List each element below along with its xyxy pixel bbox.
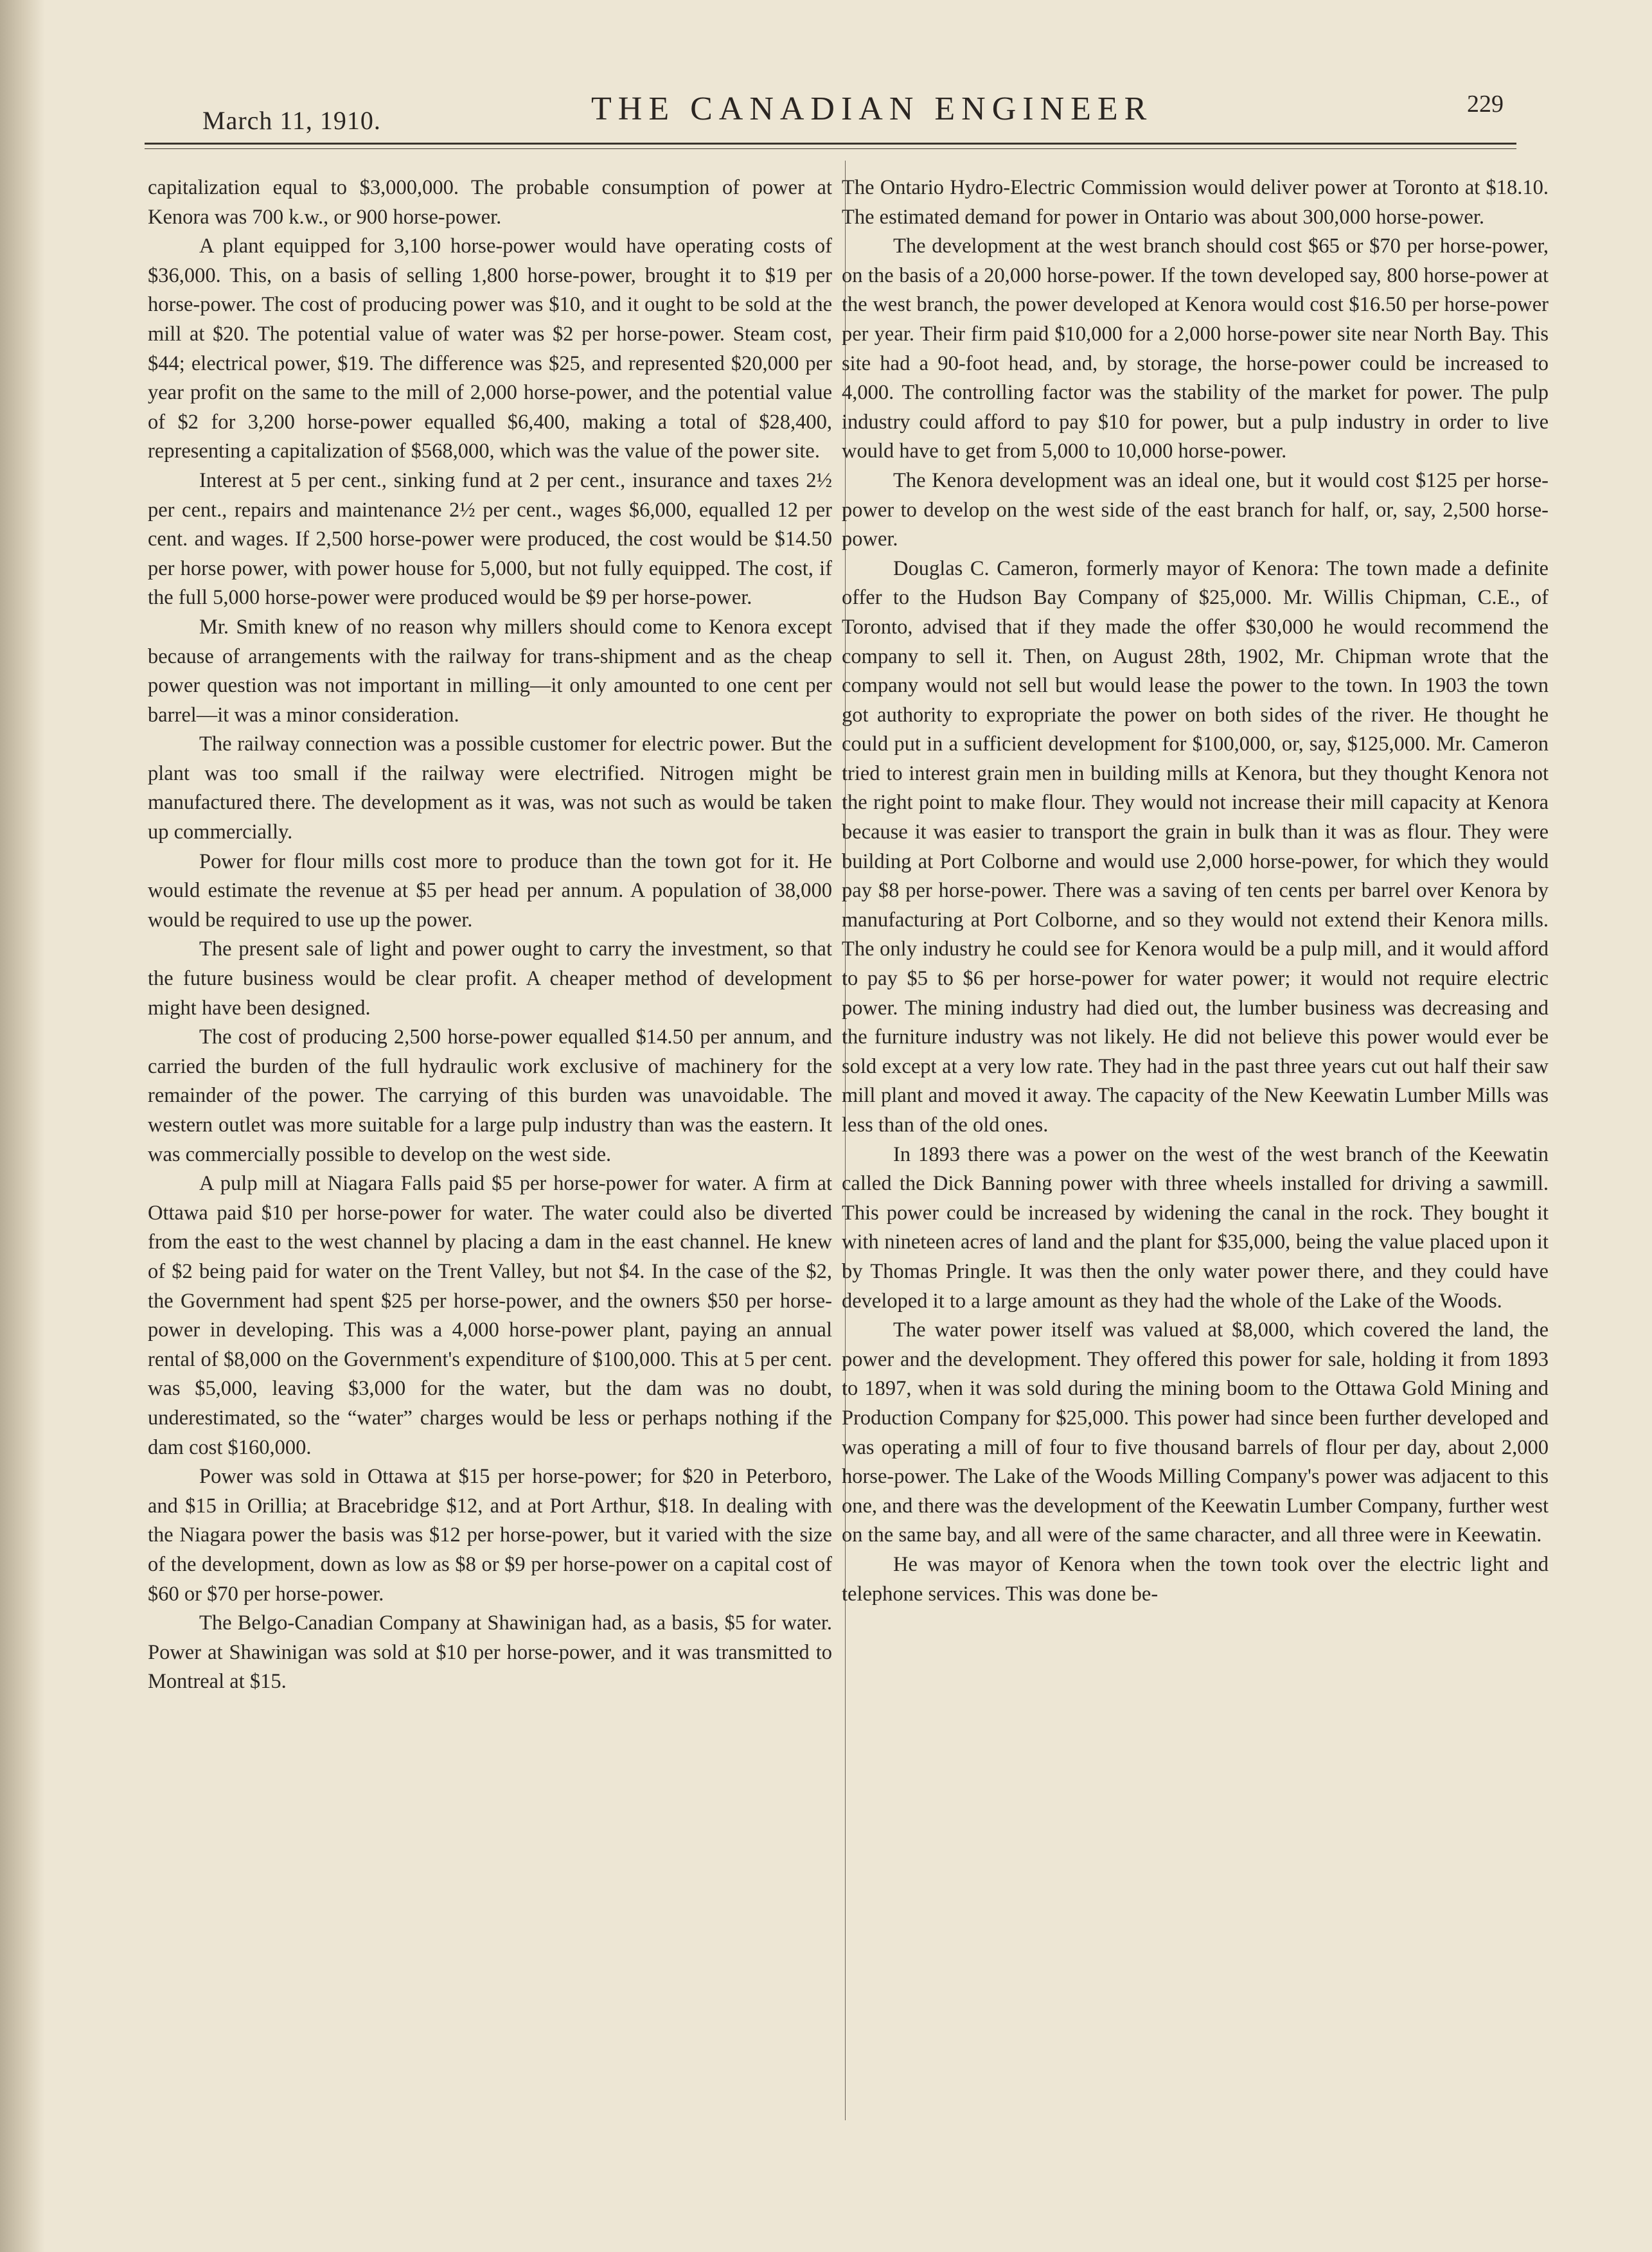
paragraph: The Belgo-Canadian Company at Shawinigan had, as a basis, $5 for water. Power at Shawinigan was sold at $10 per horse-power, and it was transmitted to Montreal at $15. bbox=[148, 1611, 832, 1694]
paragraph: A plant equipped for 3,100 horse-power would have operating costs of $36,000. This, on a basis of selling 1,800 horse-power, brought it to $19 per horse-power. The cost of producing power was $10, and it ought to be sold at the mill at $20. The potential value of water was $2 per horse-power. Steam cost, $44; electrical power, $19. The difference was $25, and represented $20,000 per year profit on the same to the mill of 2,000 horse-power, and the potential value of $2 for 3,200 horse-power equalled $6,400, making a total of $28,400, representing a capitalization of $568,000, which was the value of the power site. bbox=[148, 235, 832, 463]
right-column bbox=[842, 173, 1549, 1609]
header-rule-thick bbox=[145, 143, 1516, 145]
paragraph: A pulp mill at Niagara Falls paid $5 per horse-power for water. A firm at Ottawa paid $10 per horse-power for water. The water could also be diverted from the east to the west channel by placing a dam in the east channel. He knew of $2 being paid for water on the Trent Valley, but not $4. In the case of the $2, the Government had spent $25 per horse-power, and the owners $50 per horse-power in developing. This was a 4,000 horse-power plant, paying an annual rental of $8,000 on the Government's expenditure of $100,000. This at 5 per cent. was $5,000, leaving $3,000 for the water, but the dam was no doubt, underestimated, so the “water” charges would be less or perhaps nothing if the dam cost $160,000. bbox=[148, 1172, 832, 1459]
issue-date: March 11, 1910. bbox=[202, 106, 381, 135]
page-number: 229 bbox=[1467, 91, 1504, 118]
journal-title: THE CANADIAN ENGINEER bbox=[591, 91, 1153, 127]
paragraph: Power for flour mills cost more to produce than the town got for it. He would estimate the revenue at $5 per head per annum. A population of 38,000 would be required to use up the power. bbox=[148, 849, 832, 932]
paragraph: The Kenora development was an ideal one, but it would cost $125 per horse-power to develop on the west side of the east branch for half, or, say, 2,500 horse-power. bbox=[842, 468, 1549, 551]
page-header bbox=[141, 90, 1504, 148]
paragraph: The Ontario Hydro-Electric Commission would deliver power at Toronto at $18.10. The estimated demand for power in Ontario was about 300,000 horse-power. bbox=[842, 176, 1549, 229]
paragraph: Mr. Smith knew of no reason why millers should come to Kenora except because of arrangements with the railway for trans-shipment and as the cheap power question was not important in milling—it only amounted to one cent per barrel—it was a minor consideration. bbox=[148, 615, 832, 727]
paragraph: The cost of producing 2,500 horse-power equalled $14.50 per annum, and carried the burden of the full hydraulic work exclusive of machinery for the remainder of the power. The carrying of this burden was unavoidable. The western outlet was more suitable for a large pulp industry than was the eastern. It was commercially possible to develop on the west side. bbox=[148, 1025, 832, 1166]
left-column bbox=[148, 173, 832, 1697]
paragraph: In 1893 there was a power on the west of the west branch of the Keewatin called the Dick Banning power with three wheels installed for driving a sawmill. This power could be increased by widening the canal in the rock. They bought it with nineteen acres of land and the plant for $35,000, being the value placed upon it by Thomas Pringle. It was then the only water power there, and they could have developed it to a large amount as they had the whole of the Lake of the Woods. bbox=[842, 1142, 1549, 1313]
header-rule-thin bbox=[145, 148, 1516, 149]
paragraph: Power was sold in Ottawa at $15 per horse-power; for $20 in Peterboro, and $15 in Orillia; at Bracebridge $12, and at Port Arthur, $18. In dealing with the Niagara power the basis was $12 per horse-power, but it varied with the size of the development, down as low as $8 or $9 per horse-power on a capital cost of $60 or $70 per horse-power. bbox=[148, 1465, 832, 1606]
paragraph: The present sale of light and power ought to carry the investment, so that the future business would be clear profit. A cheaper method of development might have been designed. bbox=[148, 937, 832, 1020]
page-binding-shadow bbox=[0, 0, 45, 2252]
paragraph: Douglas C. Cameron, formerly mayor of Kenora: The town made a definite offer to the Hudson Bay Company of $25,000. Mr. Willis Chipman, C.E., of Toronto, advised that if they made the offer $30,000 he would recommend the company to sell it. Then, on August 28th, 1902, Mr. Chipman wrote that the company would not sell but would lease the power to the town. In 1903 the town got authority to expropriate the power on both sides of the river. He thought he could put in a sufficient development for $100,000, or, say, $125,000. Mr. Cameron tried to interest grain men in building mills at Kenora, but they thought Kenora not the right point to make flour. They would not increase their mill capacity at Kenora because it was easier to transport the grain in bulk than it was as flour. They were building at Port Colborne and would use 2,000 horse-power, for which they would pay $8 per horse-power. There was a saving of ten cents per barrel over Kenora by manufacturing at Port Colborne, and so they would not extend their Kenora mills. The only industry he could see for Kenora would be a pulp mill, and it would afford to pay $5 to $6 per horse-power for water power; it would not require electric power. The mining industry had died out, the lumber business was decreasing and the furniture industry was not likely. He did not believe this power would ever be sold except at a very low rate. They had in the past three years cut out half their saw mill plant and moved it away. The capacity of the New Keewatin Lumber Mills was less than of the old ones. bbox=[842, 556, 1549, 1137]
paragraph: Interest at 5 per cent., sinking fund at 2 per cent., insurance and taxes 2½ per cent., repairs and maintenance 2½ per cent., wages $6,000, equalled 12 per cent. and wages. If 2,500 horse-power were produced, the cost would be $14.50 per horse power, with power house for 5,000, but not fully equipped. The cost, if the full 5,000 horse-power were produced would be $9 per horse-power. bbox=[148, 468, 832, 610]
paragraph: The development at the west branch should cost $65 or $70 per horse-power, on the basis of a 20,000 horse-power. If the town developed say, 800 horse-power at the west branch, the power developed at Kenora would cost $16.50 per horse-power per year. Their firm paid $10,000 for a 2,000 horse-power site near North Bay. This site had a 90-foot head, and, by storage, the horse-power could be increased to 4,000. The controlling factor was the stability of the market for power. The pulp industry could afford to pay $10 for power, but a pulp industry in order to live would have to get from 5,000 to 10,000 horse-power. bbox=[842, 235, 1549, 463]
paragraph: The water power itself was valued at $8,000, which covered the land, the power and the development. They offered this power for sale, holding it from 1893 to 1897, when it was sold during the mining boom to the Ottawa Gold Mining and Production Company for $25,000. This power had since been further developed and was operating a mill of four to five thousand barrels of flour per day, about 2,000 horse-power. The Lake of the Woods Milling Company's power was adjacent to this one, and there was the development of the Keewatin Lumber Company, further west on the same bay, and all were of the same character, and all three were in Keewatin. bbox=[842, 1318, 1549, 1547]
paragraph: He was mayor of Kenora when the town took over the electric light and telephone services. This was done be- bbox=[842, 1552, 1549, 1606]
paragraph: The railway connection was a possible customer for electric power. But the plant was too small if the railway were electrified. Nitrogen might be manufactured there. The development as it was, was not such as would be taken up commercially. bbox=[148, 732, 832, 844]
paragraph: capitalization equal to $3,000,000. The probable consumption of power at Kenora was 700 k.w., or 900 horse-power. bbox=[148, 176, 832, 229]
